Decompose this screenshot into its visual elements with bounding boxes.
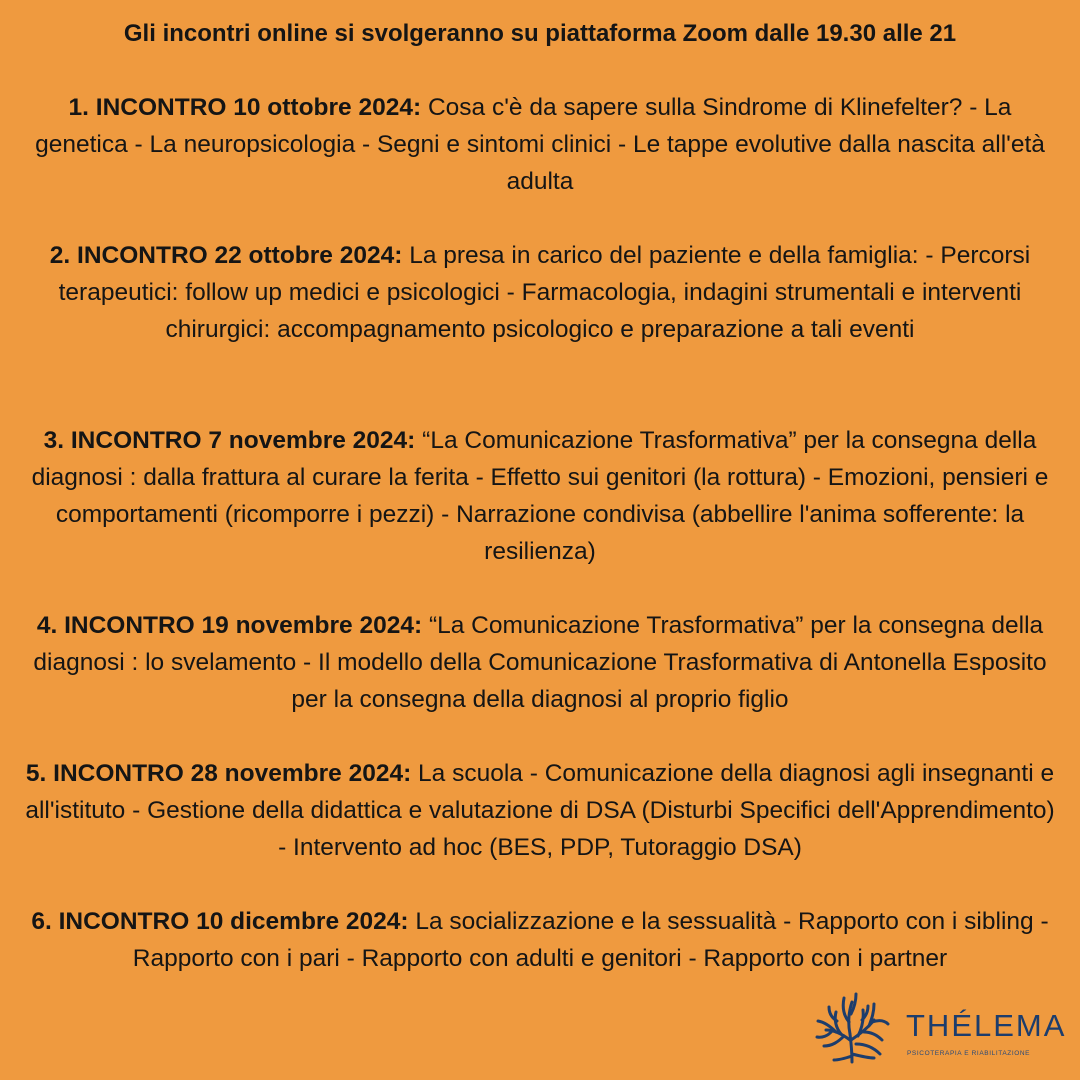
- incontro-6: [22, 903, 1058, 977]
- incontro-6-heading: 6. INCONTRO 10 dicembre 2024:: [31, 908, 409, 935]
- incontro-2-description: La presa in carico del paziente e della famiglia: - Percorsi terapeutici: follow up medici e psicologici - Farmacologia, indagini strumentali e interventi chirurgici: accompagnamento psicologico e preparazione a tali eventi: [58, 242, 1031, 343]
- incontro-1: [22, 89, 1058, 200]
- incontro-5-description: La scuola - Comunicazione della diagnosi agli insegnanti e all'istituto - Gestione della didattica e valutazione di DSA (Disturbi Specifici dell'Apprendimento) - Intervento ad hoc (BES, PDP, Tutoraggio DSA): [25, 760, 1055, 861]
- incontro-6-description: La socializzazione e la sessualità - Rapporto con i sibling - Rapporto con i pari - Rapporto con adulti e genitori - Rapporto con i partner: [132, 908, 1049, 972]
- incontro-3-heading: 3. INCONTRO 7 novembre 2024:: [43, 427, 416, 454]
- brand-name: THÉLEMA: [906, 1008, 1067, 1043]
- brand-tagline: PSICOTERAPIA E RIABILITAZIONE: [907, 1050, 1031, 1057]
- coral-branch-icon: [814, 990, 892, 1064]
- incontro-1-description: Cosa c'è da sapere sulla Sindrome di Klinefelter? - La genetica - La neuropsicologia - Segni e sintomi clinici - Le tappe evolutive dalla nascita all'età adulta: [35, 94, 1045, 195]
- schedule-header: Gli incontri online si svolgeranno su piattaforma Zoom dalle 19.30 alle 21: [123, 20, 957, 47]
- incontro-1-heading: 1. INCONTRO 10 ottobre 2024:: [68, 94, 422, 121]
- incontro-4-description: “La Comunicazione Trasformativa” per la consegna della diagnosi : lo svelamento - Il modello della Comunicazione Trasformativa di Antonella Esposito per la consegna della diagnosi al proprio figlio: [33, 612, 1047, 713]
- incontro-4: [22, 607, 1058, 718]
- incontro-2-heading: 2. INCONTRO 22 ottobre 2024:: [49, 242, 403, 269]
- incontro-2: [22, 237, 1058, 348]
- incontro-5-heading: 5. INCONTRO 28 novembre 2024:: [25, 760, 412, 787]
- incontro-5: [22, 755, 1058, 866]
- incontro-3: [22, 422, 1058, 570]
- incontro-3-description: “La Comunicazione Trasformativa” per la consegna della diagnosi : dalla frattura al curare la ferita - Effetto sui genitori (la rottura) - Emozioni, pensieri e comportamenti (ricomporre i pezzi) - Narrazione condivisa (abbellire l'anima sofferente: la resilienza): [31, 427, 1049, 565]
- thelema-logo: [814, 990, 1067, 1068]
- incontro-4-heading: 4. INCONTRO 19 novembre 2024:: [36, 612, 423, 639]
